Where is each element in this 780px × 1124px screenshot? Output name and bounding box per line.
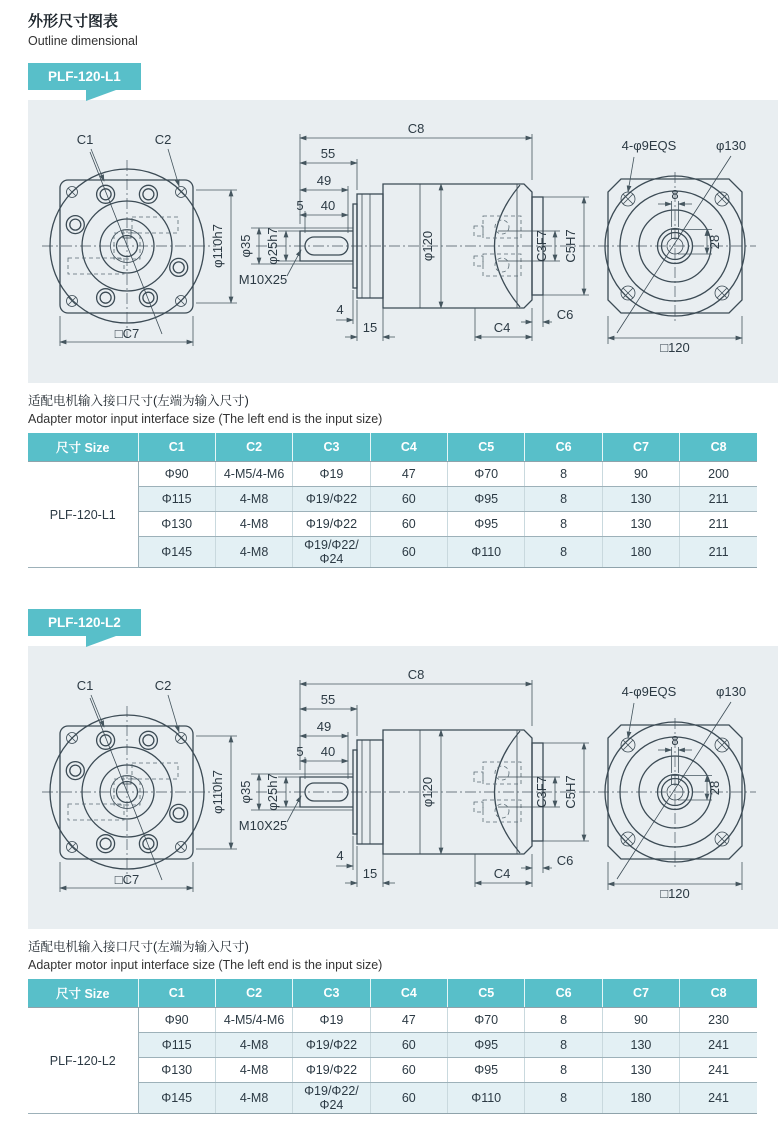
badge-tail	[86, 636, 116, 647]
dim-label-c5: C5H7	[563, 229, 578, 263]
dim-label-d120: φ120	[420, 776, 435, 808]
dim-label-d110: φ110h7	[210, 224, 225, 268]
col-header-c5: C5	[448, 433, 525, 462]
col-header-c1: C1	[138, 979, 215, 1008]
dim-label-d130: φ130	[715, 684, 747, 699]
dimension-table	[28, 979, 757, 1114]
value-cell: Φ90	[138, 1008, 215, 1033]
value-cell: Φ95	[448, 512, 525, 537]
dim-label-c4: C4	[493, 866, 511, 881]
page-header	[28, 10, 780, 48]
corner-screw-holes	[67, 187, 187, 307]
col-header-c8: C8	[680, 979, 757, 1008]
note-en: Adapter motor input interface size (The left end is the input size)	[28, 958, 383, 972]
model-badge	[28, 609, 141, 636]
dim-label-40: 40	[320, 744, 336, 759]
value-cell: Φ90	[138, 462, 215, 487]
model-badge-label: PLF-120-L2	[48, 615, 121, 630]
model-badge	[28, 63, 141, 90]
col-header-c4: C4	[370, 979, 447, 1008]
value-cell: 130	[602, 512, 679, 537]
value-cell: 8	[525, 487, 602, 512]
value-cell: 241	[680, 1033, 757, 1058]
value-cell: 211	[680, 537, 757, 568]
dim-label-c3: C3F7	[534, 230, 549, 262]
value-cell: Φ19/Φ22	[293, 1058, 370, 1083]
rear-view	[605, 684, 746, 901]
col-header-c5: C5	[448, 979, 525, 1008]
col-header-c4: C4	[370, 433, 447, 462]
dim-label-4: 4	[336, 848, 344, 863]
model-name-cell: PLF-120-L1	[28, 462, 138, 568]
table-row	[28, 1083, 757, 1114]
value-cell: 8	[525, 1083, 602, 1114]
dim-label-15: 15	[362, 320, 378, 335]
col-header-c2: C2	[215, 433, 292, 462]
dim-label-55: 55	[320, 146, 336, 161]
value-cell: Φ110	[448, 1083, 525, 1114]
dim-label-d120: φ120	[420, 230, 435, 262]
value-cell: 4-M5/4-M6	[215, 1008, 292, 1033]
col-header-c3: C3	[293, 433, 370, 462]
value-cell: 4-M5/4-M6	[215, 462, 292, 487]
value-cell: 241	[680, 1058, 757, 1083]
value-cell: Φ130	[138, 1058, 215, 1083]
col-header-c6: C6	[525, 979, 602, 1008]
dim-label-40: 40	[320, 198, 336, 213]
dim-label-c3: C3F7	[534, 776, 549, 808]
dim-label-28: 28	[707, 780, 722, 796]
value-cell: Φ19/Φ22/Φ24	[293, 1083, 370, 1114]
front-view	[42, 132, 237, 346]
value-cell: 8	[525, 512, 602, 537]
value-cell: 200	[680, 462, 757, 487]
dim-label-c5: C5H7	[563, 775, 578, 809]
value-cell: 60	[370, 537, 447, 568]
dim-label-d25: φ25h7	[265, 227, 280, 265]
section-plf-120-l1	[28, 48, 780, 568]
table-row	[28, 487, 757, 512]
drawing-panel	[28, 100, 778, 383]
dim-label-c1: C1	[76, 678, 94, 693]
value-cell: 60	[370, 1033, 447, 1058]
rear-view	[605, 138, 746, 355]
value-cell: Φ130	[138, 512, 215, 537]
value-cell: 211	[680, 512, 757, 537]
value-cell: Φ145	[138, 1083, 215, 1114]
value-cell: Φ70	[448, 1008, 525, 1033]
dim-label-5: 5	[296, 198, 304, 213]
note-zh: 适配电机输入接口尺寸(左端为输入尺寸)	[28, 940, 249, 954]
col-header-size: 尺寸 Size	[28, 979, 138, 1008]
value-cell: Φ115	[138, 487, 215, 512]
col-header-c1: C1	[138, 433, 215, 462]
table-row	[28, 1008, 757, 1033]
value-cell: Φ110	[448, 537, 525, 568]
dim-label-49: 49	[316, 719, 332, 734]
value-cell: Φ19	[293, 462, 370, 487]
dimension-table	[28, 433, 757, 568]
dim-label-sqC7: □C7	[114, 872, 140, 887]
front-view	[42, 678, 237, 892]
value-cell: 8	[525, 1033, 602, 1058]
table-header-row	[28, 433, 757, 462]
dim-label-sq120: □120	[660, 886, 690, 901]
value-cell: 4-M8	[215, 1058, 292, 1083]
dim-label-m10: M10X25	[238, 272, 288, 287]
table-row	[28, 1033, 757, 1058]
value-cell: 241	[680, 1083, 757, 1114]
col-header-c7: C7	[602, 433, 679, 462]
dim-label-d35: φ35	[238, 234, 253, 258]
value-cell: 60	[370, 512, 447, 537]
value-cell: 47	[370, 1008, 447, 1033]
dim-label-c8: C8	[407, 121, 425, 136]
value-cell: Φ95	[448, 1033, 525, 1058]
value-cell: 60	[370, 1058, 447, 1083]
dim-label-5: 5	[296, 744, 304, 759]
value-cell: 8	[525, 537, 602, 568]
value-cell: 60	[370, 487, 447, 512]
value-cell: 4-M8	[215, 537, 292, 568]
col-header-c3: C3	[293, 979, 370, 1008]
drawing-panel	[28, 646, 778, 929]
badge-tail	[86, 90, 116, 101]
col-header-size: 尺寸 Size	[28, 433, 138, 462]
value-cell: 130	[602, 487, 679, 512]
dim-label-c4: C4	[493, 320, 511, 335]
value-cell: Φ70	[448, 462, 525, 487]
dim-label-sq120: □120	[660, 340, 690, 355]
value-cell: 60	[370, 1083, 447, 1114]
value-cell: 4-M8	[215, 1033, 292, 1058]
dim-label-c2: C2	[154, 678, 172, 693]
note-zh: 适配电机输入接口尺寸(左端为输入尺寸)	[28, 394, 249, 408]
value-cell: 8	[525, 1008, 602, 1033]
value-cell: Φ95	[448, 1058, 525, 1083]
dim-label-8: 8	[671, 187, 679, 202]
note-en: Adapter motor input interface size (The left end is the input size)	[28, 412, 383, 426]
col-header-c6: C6	[525, 433, 602, 462]
value-cell: Φ19/Φ22/Φ24	[293, 537, 370, 568]
table-header-row	[28, 979, 757, 1008]
page-subtitle: Outline dimensional	[28, 34, 138, 48]
value-cell: 180	[602, 537, 679, 568]
value-cell: 230	[680, 1008, 757, 1033]
table-row	[28, 512, 757, 537]
value-cell: 130	[602, 1033, 679, 1058]
dim-label-d130: φ130	[715, 138, 747, 153]
value-cell: Φ19	[293, 1008, 370, 1033]
value-cell: 90	[602, 462, 679, 487]
value-cell: 90	[602, 1008, 679, 1033]
dim-label-c2: C2	[154, 132, 172, 147]
page-title: 外形尺寸图表	[28, 13, 119, 30]
dim-label-c8: C8	[407, 667, 425, 682]
outline-dimensional-drawing	[28, 646, 778, 929]
dim-label-m10: M10X25	[238, 818, 288, 833]
value-cell: 4-M8	[215, 1083, 292, 1114]
value-cell: 8	[525, 1058, 602, 1083]
dim-label-d110: φ110h7	[210, 770, 225, 814]
value-cell: 180	[602, 1083, 679, 1114]
dim-label-c6: C6	[556, 307, 574, 322]
dim-label-c6: C6	[556, 853, 574, 868]
dim-label-4: 4	[336, 302, 344, 317]
value-cell: Φ115	[138, 1033, 215, 1058]
outline-dimensional-drawing	[28, 100, 778, 383]
section-plf-120-l2	[28, 594, 780, 1114]
dim-label-55: 55	[320, 692, 336, 707]
dim-label-d25: φ25h7	[265, 773, 280, 811]
dim-label-49: 49	[316, 173, 332, 188]
dim-label-15: 15	[362, 866, 378, 881]
table-row	[28, 1058, 757, 1083]
value-cell: 4-M8	[215, 487, 292, 512]
value-cell: 130	[602, 1058, 679, 1083]
dim-label-d35: φ35	[238, 780, 253, 804]
value-cell: 4-M8	[215, 512, 292, 537]
table-row	[28, 462, 757, 487]
dim-label-bolts: 4-φ9EQS	[621, 138, 677, 153]
dim-label-8: 8	[671, 733, 679, 748]
model-name-cell: PLF-120-L2	[28, 1008, 138, 1114]
value-cell: Φ19/Φ22	[293, 487, 370, 512]
table-row	[28, 537, 757, 568]
model-badge-label: PLF-120-L1	[48, 69, 121, 84]
col-header-c8: C8	[680, 433, 757, 462]
value-cell: Φ145	[138, 537, 215, 568]
dim-label-bolts: 4-φ9EQS	[621, 684, 677, 699]
value-cell: 8	[525, 462, 602, 487]
value-cell: Φ95	[448, 487, 525, 512]
col-header-c2: C2	[215, 979, 292, 1008]
value-cell: 211	[680, 487, 757, 512]
dim-label-c1: C1	[76, 132, 94, 147]
value-cell: 47	[370, 462, 447, 487]
value-cell: Φ19/Φ22	[293, 512, 370, 537]
dim-label-sqC7: □C7	[114, 326, 140, 341]
dim-label-28: 28	[707, 234, 722, 250]
col-header-c7: C7	[602, 979, 679, 1008]
value-cell: Φ19/Φ22	[293, 1033, 370, 1058]
corner-screw-holes	[67, 733, 187, 853]
